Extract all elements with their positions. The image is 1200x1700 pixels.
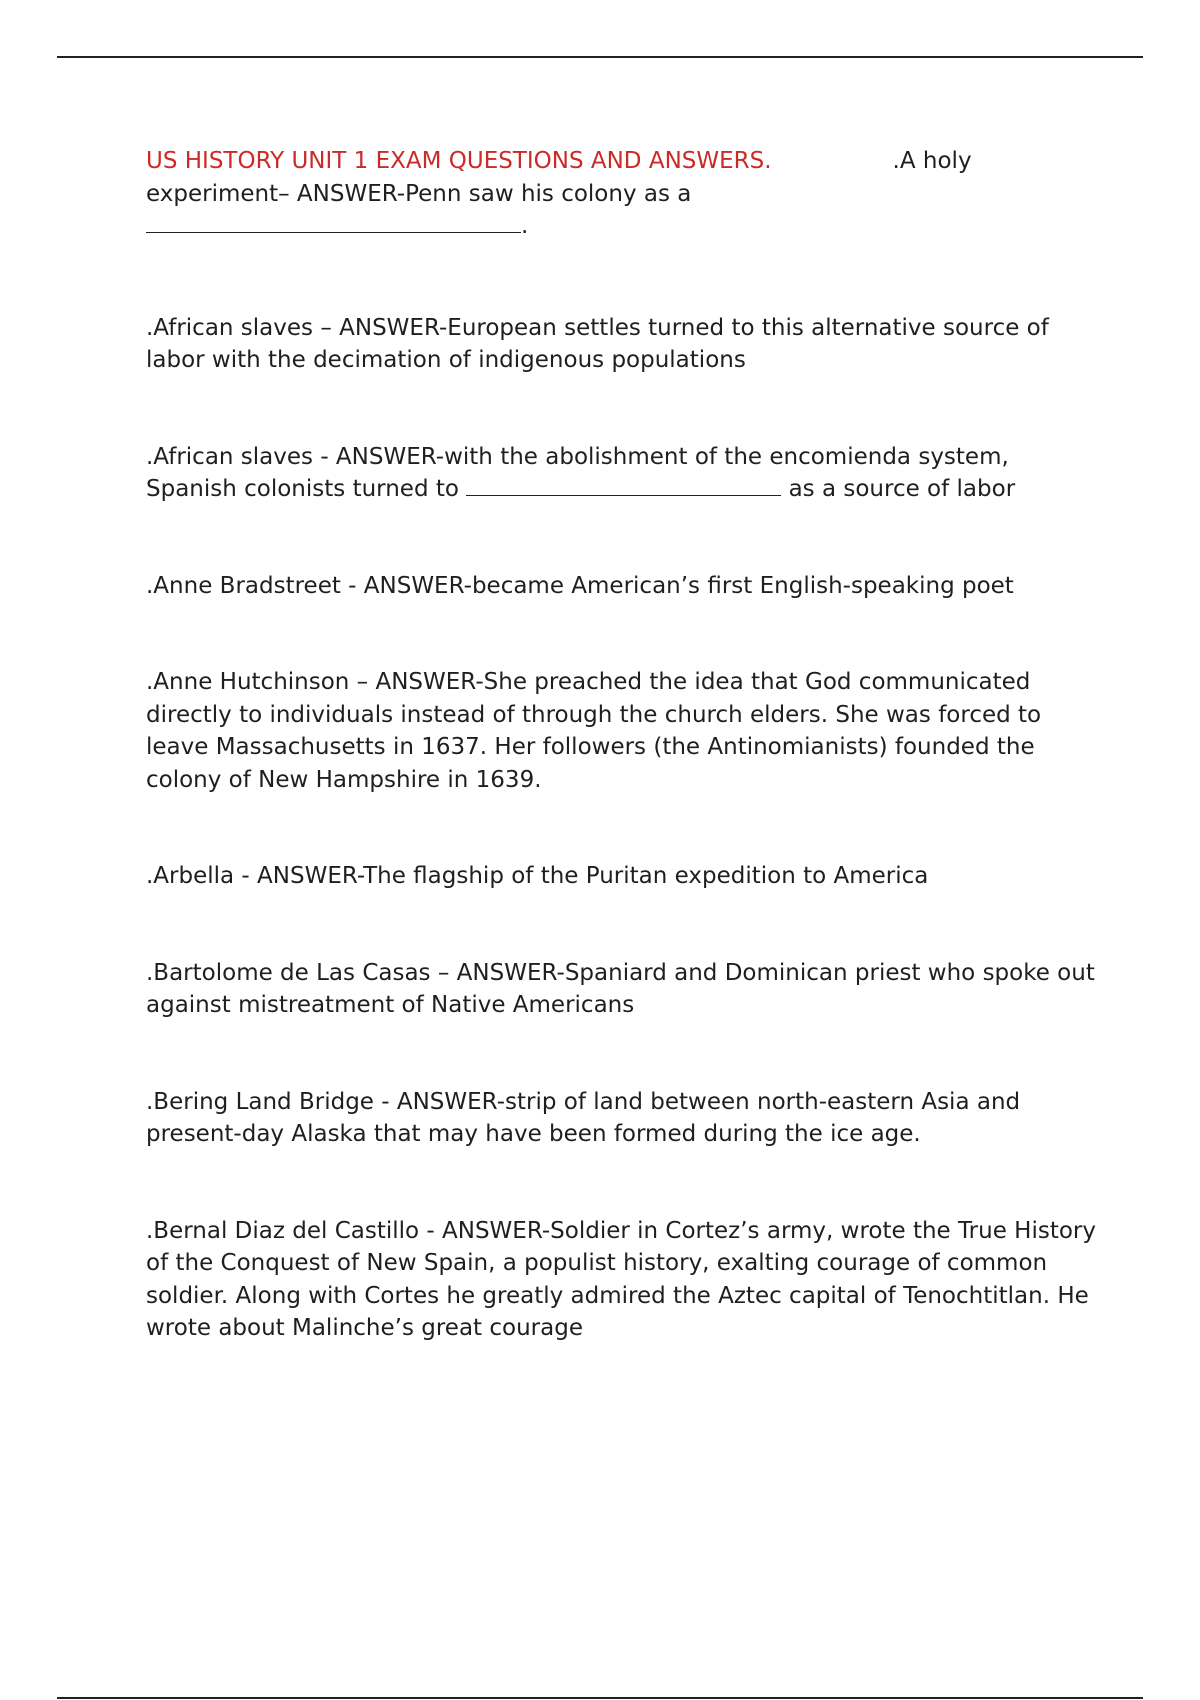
entry-text: .Bartolome de Las Casas – ANSWER-Spaniard and Dominican priest who spoke out against mistreatment of Native Americans	[146, 959, 1095, 1018]
entry-african-slaves-2	[146, 441, 1096, 506]
bottom-rule	[57, 1697, 1143, 1699]
entry-term: .A holy	[892, 148, 972, 174]
entry-text: .Arbella - ANSWER-The flagship of the Puritan expedition to America	[146, 863, 929, 889]
entry-bernal-diaz-del-castillo	[146, 1215, 1096, 1345]
top-rule	[57, 56, 1143, 58]
entry-text: .African slaves - ANSWER-with the abolishment of the encomienda system, Spanish colonists turned to	[146, 443, 1009, 502]
entry-a-holy-experiment	[146, 145, 1096, 243]
entry-text-end: as a source of labor	[781, 476, 1016, 502]
entry-arbella	[146, 860, 1096, 893]
entry-anne-hutchinson	[146, 666, 1096, 796]
answer-blank	[466, 473, 781, 496]
entry-bering-land-bridge	[146, 1086, 1096, 1151]
entry-text: .Bering Land Bridge - ANSWER-strip of land between north-eastern Asia and present-day Alaska that may have been formed during the ice age.	[146, 1088, 1021, 1147]
entry-text: .African slaves – ANSWER-European settles turned to this alternative source of labor with the decimation of indigenous populations	[146, 314, 1049, 373]
entry-bartolome-de-las-casas	[146, 957, 1096, 1022]
entry-text: .Bernal Diaz del Castillo - ANSWER-Soldier in Cortez’s army, wrote the True History of the Conquest of New Spain, a populist history, exalting courage of common soldier. Along with Cortes he greatly admired the Aztec capital of Tenochtitlan. He wrote about Malinche’s great courage	[146, 1217, 1096, 1341]
document-title: US HISTORY UNIT 1 EXAM QUESTIONS AND ANSWERS.	[146, 148, 772, 174]
entry-text: .Anne Hutchinson – ANSWER-She preached the idea that God communicated directly to individuals instead of through the church elders. She was forced to leave Massachusetts in 1637. Her followers (the Antinomianists) founded the colony of New Hampshire in 1639.	[146, 669, 1042, 793]
entry-text: .Anne Bradstreet - ANSWER-became American’s first English-speaking poet	[146, 572, 1014, 599]
answer-blank	[146, 210, 521, 233]
entry-anne-bradstreet	[146, 570, 1096, 603]
document-body	[146, 145, 1096, 1409]
entry-text-end: .	[521, 213, 529, 239]
entry-african-slaves-1	[146, 312, 1096, 377]
entry-text: experiment– ANSWER-Penn saw his colony as a	[146, 180, 692, 207]
